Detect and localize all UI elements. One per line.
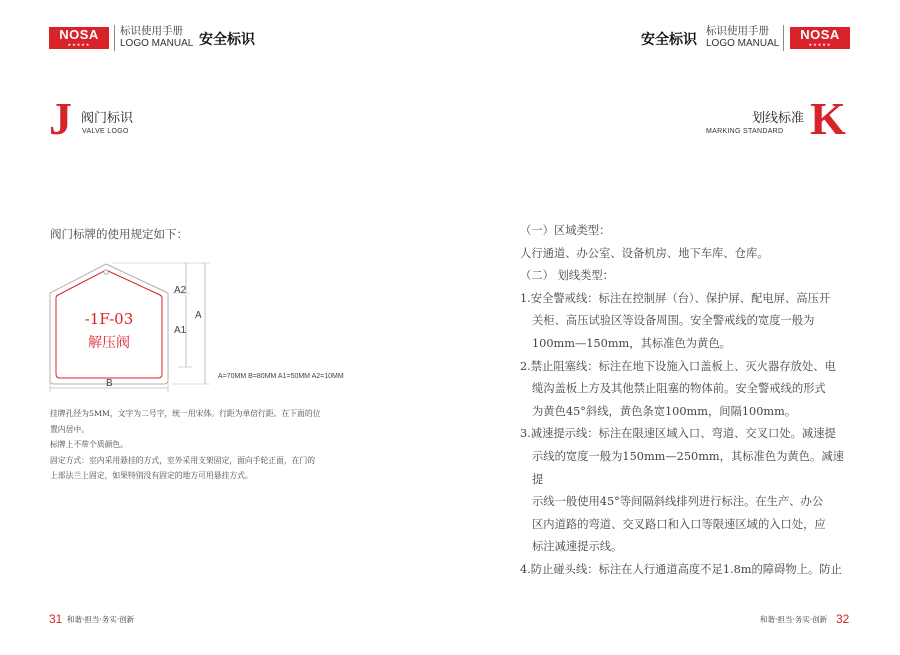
nosa-logo-left (49, 27, 109, 49)
marking-line: 示线的宽度一般为150mm—250mm，其标准色为黄色。减速提 (532, 449, 844, 486)
dim-b-label: B (106, 378, 113, 389)
logo-brand-text: NOSA (800, 27, 840, 42)
marking-line: 示线一般使用45°等间隔斜线排列进行标注。在生产、办公 (532, 495, 824, 509)
marking-line: 人行通道、办公室、设备机房、地下车库、仓库。 (520, 246, 769, 260)
header-manual-cn-right: 标识使用手册 (706, 25, 769, 37)
valve-tag-diagram (40, 255, 220, 395)
section-letter-k: K (810, 93, 846, 144)
marking-line: 2.禁止阻塞线：标注在地下设施入口盖板上、灭火器存放处、电 (520, 359, 836, 373)
page-number-left: 31 (49, 612, 63, 626)
note-line: 挂牌孔径为5MM，文字为二号字，统一用宋体。行距为单倍行距。在下面的位 (50, 409, 321, 418)
logo-brand-text: NOSA (59, 27, 99, 42)
nosa-logo-right (790, 27, 850, 49)
marking-line: 关柜、高压试验区等设备周围。安全警戒线的宽度一般为 (532, 314, 815, 328)
dim-a1-label: A1 (174, 325, 187, 336)
footer-motto-right: 和谐·担当·务实·创新 (760, 615, 828, 624)
marking-line: （二） 划线类型： (520, 269, 614, 283)
header-section-left: 安全标识 (199, 32, 255, 48)
marking-line: 标注减速提示线。 (532, 540, 623, 554)
tag-name-text: 解压阀 (88, 335, 130, 351)
header-divider-left (114, 25, 115, 51)
section-title-en-right: MARKING STANDARD (706, 128, 784, 135)
section-title-cn-right: 划线标准 (752, 111, 805, 126)
header-manual-cn-left: 标识使用手册 (120, 25, 183, 37)
logo-stars: ★★★★★ (67, 42, 91, 47)
marking-line: 4.防止碰头线：标注在人行通道高度不足1.8m的障碍物上。防止 (520, 562, 842, 576)
marking-line: （一）区域类型： (520, 224, 611, 237)
section-letter-j: J (49, 93, 72, 144)
header-manual-en-left: LOGO MANUAL (120, 38, 194, 49)
tag-hole-icon (104, 270, 108, 274)
tag-code-text: -1F-03 (84, 310, 134, 328)
header-manual-en-right: LOGO MANUAL (706, 38, 780, 49)
dim-a-label: A (195, 310, 202, 321)
page-number-right: 32 (836, 612, 850, 626)
note-line: 上部法兰上固定，如果特别没有固定的地方可用悬挂方式。 (50, 471, 253, 480)
valve-notes (50, 406, 370, 484)
section-title-en-left: VALVE LOGO (82, 128, 129, 135)
section-title-cn-left: 阀门标识 (81, 111, 134, 126)
logo-stars: ★★★★★ (808, 42, 832, 47)
note-line: 固定方式：室内采用悬挂的方式，室外采用支架固定，面向手轮正面，在门的 (50, 455, 316, 465)
marking-line: 100mm—150mm，其标准色为黄色。 (532, 336, 731, 350)
marking-line: 1.安全警戒线：标注在控制屏（台）、保护屏、配电屏、高压开 (520, 291, 831, 305)
marking-standard-text (520, 220, 855, 582)
footer-motto-left: 和谐·担当·务实·创新 (67, 615, 135, 624)
marking-line: 缆沟盖板上方及其他禁止阻塞的物体前。安全警戒线的形式 (532, 382, 826, 396)
header-section-right: 安全标识 (641, 32, 697, 48)
marking-line: 为黄色45°斜线，黄色条宽100mm，间隔100mm。 (532, 404, 797, 418)
dim-a2-label: A2 (174, 285, 187, 296)
marking-line: 3.减速提示线：标注在限速区域入口、弯道、交叉口处。减速提 (520, 427, 836, 441)
tag-dimensions-text: A=70MM B=80MM A1=50MM A2=10MM (218, 373, 344, 380)
marking-line: 区内道路的弯道、交叉路口和入口等限速区域的入口处，应 (532, 517, 826, 531)
valve-intro-text: 阀门标牌的使用规定如下： (50, 227, 188, 241)
note-line: 标牌上不带个质颜色。 (50, 440, 128, 449)
header-divider-right (783, 25, 784, 51)
note-line: 置内居中。 (50, 424, 89, 434)
